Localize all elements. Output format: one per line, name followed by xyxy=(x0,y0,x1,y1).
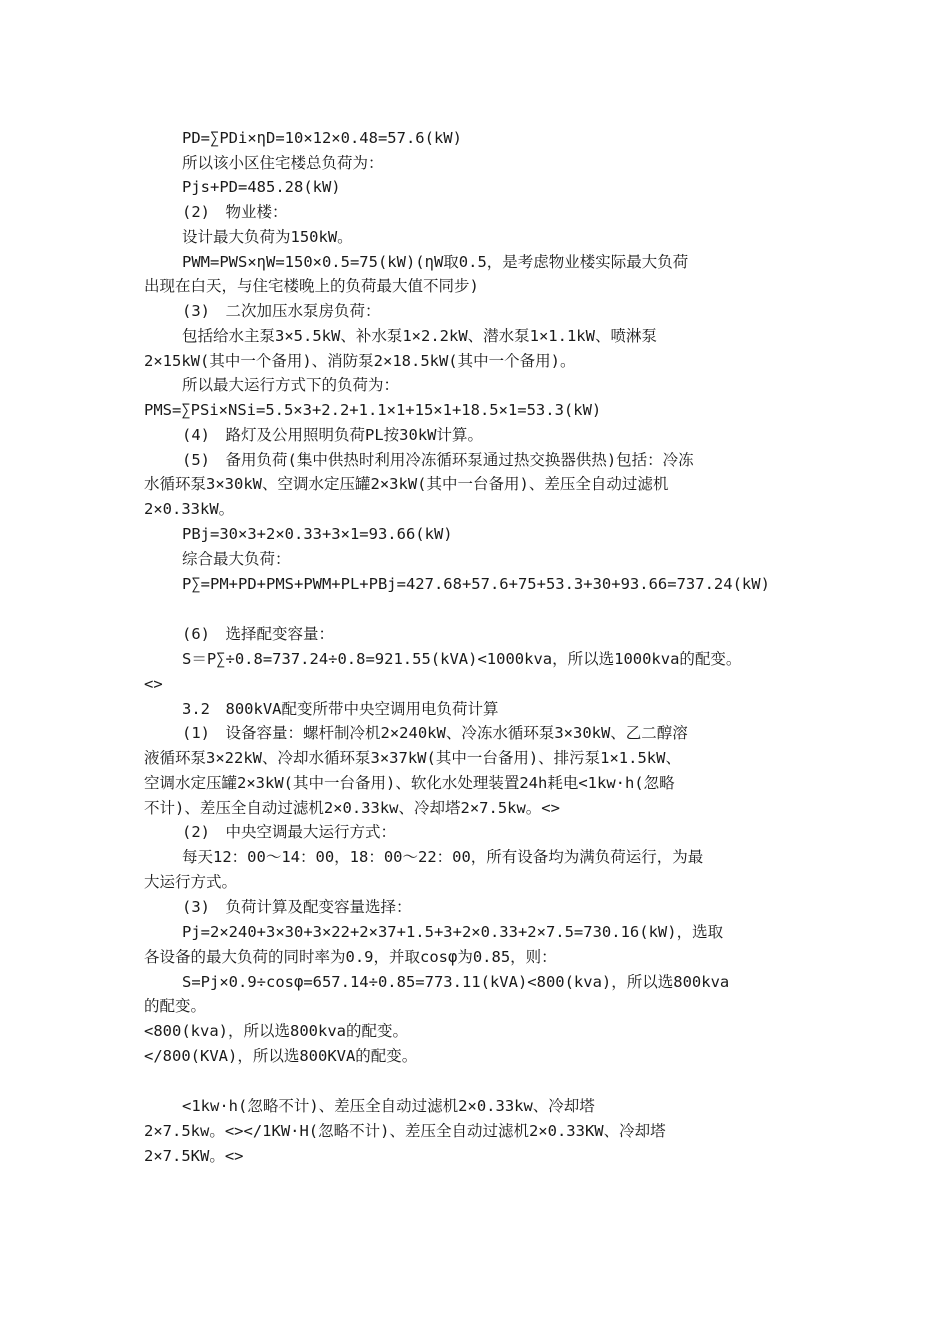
text-line: (3) 负荷计算及配变容量选择： xyxy=(182,898,412,916)
text-line: <800(kva)，所以选800kva的配变。 xyxy=(144,1022,408,1040)
text-line: 各设备的最大负荷的同时率为0.9，并取cosφ为0.85，则： xyxy=(144,948,557,966)
text-line: P∑=PM+PD+PMS+PWM+PL+PBj=427.68+57.6+75+53.3+30+93.66=737.24(kW) xyxy=(182,575,770,593)
text-line: PD=∑PDi×ηD=10×12×0.48=57.6(kW) xyxy=(182,129,462,147)
text-line: 2×15kW(其中一个备用)、消防泵2×18.5kW(其中一个备用)。 xyxy=(144,352,576,370)
text-line: 出现在白天，与住宅楼晚上的负荷最大值不同步) xyxy=(144,277,479,295)
text-line: (5) 备用负荷(集中供热时利用冷冻循环泵通过热交换器供热)包括：冷冻 xyxy=(182,451,694,469)
text-line: 包括给水主泵3×5.5kW、补水泵1×2.2kW、潜水泵1×1.1kW、喷淋泵 xyxy=(182,327,657,345)
text-line: 2×0.33kW。 xyxy=(144,500,235,518)
text-line: (2) 物业楼： xyxy=(182,203,288,221)
text-line: 液循环泵3×22kW、冷却水循环泵3×37kW(其中一台备用)、排污泵1×1.5kW、 xyxy=(144,749,681,767)
text-line: <1kw·h(忽略不计)、差压全自动过滤机2×0.33kw、冷却塔 xyxy=(182,1097,595,1115)
text-line: <> xyxy=(144,675,163,693)
text-line: 2×7.5kw。<></1KW·H(忽略不计)、差压全自动过滤机2×0.33KW、冷却塔 xyxy=(144,1122,666,1140)
text-line: PBj=30×3+2×0.33+3×1=93.66(kW) xyxy=(182,525,453,543)
text-line: S＝P∑÷0.8=737.24÷0.8=921.55(kVA)<1000kva，所以选1000kva的配变。 xyxy=(182,650,742,668)
section-heading: 3.2 800kVA配变所带中央空调用电负荷计算 xyxy=(182,700,499,718)
text-line: 所以最大运行方式下的负荷为： xyxy=(182,376,400,394)
text-line: 2×7.5KW。<> xyxy=(144,1147,244,1165)
text-line: 综合最大负荷： xyxy=(182,550,291,568)
text-line: Pj=2×240+3×30+3×22+2×37+1.5+3+2×0.33+2×7.5=730.16(kW)，选取 xyxy=(182,923,724,941)
text-line: 的配变。 xyxy=(144,997,207,1015)
text-line: 不计)、差压全自动过滤机2×0.33kw、冷却塔2×7.5kw。<> xyxy=(144,799,560,817)
text-line: (1) 设备容量：螺杆制冷机2×240kW、冷冻水循环泵3×30kW、乙二醇溶 xyxy=(182,724,688,742)
text-line: (6) 选择配变容量： xyxy=(182,625,334,643)
text-line: 设计最大负荷为150kW。 xyxy=(182,228,353,246)
text-line: </800(KVA)，所以选800KVA的配变。 xyxy=(144,1047,418,1065)
text-line: 空调水定压罐2×3kW(其中一台备用)、软化水处理装置24h耗电<1kw·h(忽略 xyxy=(144,774,675,792)
text-line: 所以该小区住宅楼总负荷为： xyxy=(182,154,384,172)
text-line: (3) 二次加压水泵房负荷： xyxy=(182,302,381,320)
text-line: 水循环泵3×30kW、空调水定压罐2×3kW(其中一台备用)、差压全自动过滤机 xyxy=(144,475,669,493)
text-line: 每天12：00～14：00，18：00～22：00，所有设备均为满负荷运行，为最 xyxy=(182,848,704,866)
text-line: (2) 中央空调最大运行方式： xyxy=(182,823,396,841)
text-line: 大运行方式。 xyxy=(144,873,238,891)
text-line: PMS=∑PSi×NSi=5.5×3+2.2+1.1×1+15×1+18.5×1=53.3(kW) xyxy=(144,401,602,419)
text-line: Pjs+PD=485.28(kW) xyxy=(182,178,341,196)
text-line: S=Pj×0.9÷cosφ=657.14÷0.85=773.11(kVA)<800(kva)，所以选800kva xyxy=(182,973,730,991)
text-line: (4) 路灯及公用照明负荷PL按30kW计算。 xyxy=(182,426,483,444)
text-line: PWM=PWS×ηW=150×0.5=75(kW)(ηW取0.5，是考虑物业楼实际最大负荷 xyxy=(182,253,689,271)
